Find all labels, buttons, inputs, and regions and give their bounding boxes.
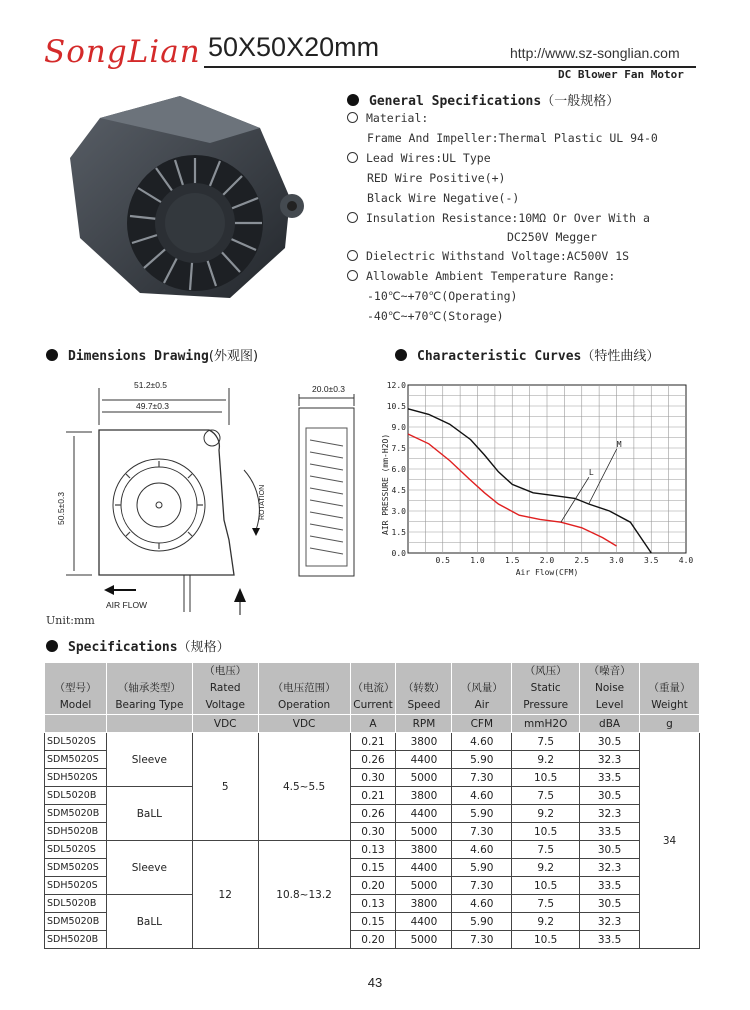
cell-current: 0.30 bbox=[350, 823, 396, 841]
col-header-noise: （噪音） Noise Level bbox=[580, 663, 640, 715]
bullet-icon bbox=[347, 94, 359, 106]
cell-noise: 30.5 bbox=[580, 733, 640, 751]
cell-speed: 4400 bbox=[396, 805, 452, 823]
spec-detail: -40℃~+70℃(Storage) bbox=[367, 309, 504, 323]
table-row bbox=[45, 787, 700, 805]
cell-model: SDH5020S bbox=[45, 769, 107, 787]
ring-bullet-icon bbox=[347, 250, 358, 261]
general-specs-heading: General Specifications（一般规格） bbox=[347, 90, 619, 109]
dim-height: 50.5±0.3 bbox=[56, 491, 66, 525]
chart-y-tick-label: 4.5 bbox=[391, 486, 406, 495]
spec-detail: Black Wire Negative(-) bbox=[367, 191, 520, 205]
cell-speed: 3800 bbox=[396, 895, 452, 913]
cell-pressure: 7.5 bbox=[512, 733, 580, 751]
cell-model: SDM5020S bbox=[45, 859, 107, 877]
chart-y-tick-label: 10.5 bbox=[386, 402, 406, 411]
col-header-current: （电流） Current bbox=[350, 663, 396, 715]
unit-current: A bbox=[350, 715, 396, 733]
page-number: 43 bbox=[367, 975, 383, 990]
cell-pressure: 10.5 bbox=[512, 877, 580, 895]
cell-model: SDL5020S bbox=[45, 733, 107, 751]
cell-bearing: BaLL bbox=[106, 895, 192, 949]
spec-item: Dielectric Withstand Voltage:AC500V 1S bbox=[347, 246, 658, 266]
brand-logo: SongLian bbox=[44, 34, 201, 70]
cell-model: SDL5020B bbox=[45, 895, 107, 913]
chart-y-tick-label: 6.0 bbox=[391, 465, 406, 474]
cell-pressure: 10.5 bbox=[512, 769, 580, 787]
rotation-label: ROTATION bbox=[259, 484, 266, 520]
dim-width-outer: 51.2±0.5 bbox=[134, 380, 168, 390]
cell-noise: 33.5 bbox=[580, 823, 640, 841]
cell-current: 0.20 bbox=[350, 877, 396, 895]
cell-pressure: 10.5 bbox=[512, 931, 580, 949]
cell-speed: 4400 bbox=[396, 859, 452, 877]
cell-model: SDL5020S bbox=[45, 841, 107, 859]
cell-model: SDH5020B bbox=[45, 931, 107, 949]
spec-item: Insulation Resistance:10MΩ Or Over With a bbox=[347, 208, 658, 228]
ring-bullet-icon bbox=[347, 112, 358, 123]
table-header-row bbox=[45, 663, 700, 715]
unit-operation: VDC bbox=[258, 715, 350, 733]
cell-pressure: 9.2 bbox=[512, 913, 580, 931]
cell-current: 0.26 bbox=[350, 751, 396, 769]
cell-voltage: 5 bbox=[192, 733, 258, 841]
cell-noise: 30.5 bbox=[580, 787, 640, 805]
cell-pressure: 7.5 bbox=[512, 841, 580, 859]
cell-pressure: 7.5 bbox=[512, 895, 580, 913]
cell-bearing: Sleeve bbox=[106, 733, 192, 787]
spec-detail: -10℃~+70℃(Operating) bbox=[367, 289, 518, 303]
col-header-operation: （电压范围） Operation bbox=[258, 663, 350, 715]
chart-y-tick-label: 1.5 bbox=[391, 528, 406, 537]
cell-air: 5.90 bbox=[452, 751, 512, 769]
cell-speed: 5000 bbox=[396, 877, 452, 895]
airflow-label: AIR FLOW bbox=[106, 600, 148, 610]
cell-air: 4.60 bbox=[452, 733, 512, 751]
general-specs-list bbox=[347, 108, 658, 326]
col-header-bearing: （轴承类型） Bearing Type bbox=[106, 663, 192, 715]
chart-x-tick-label: 1.5 bbox=[505, 556, 520, 565]
table-unit-row bbox=[45, 715, 700, 733]
characteristic-curve-chart bbox=[380, 375, 700, 590]
spec-item: Lead Wires:UL Type bbox=[347, 148, 658, 168]
col-header-speed: （转数） Speed bbox=[396, 663, 452, 715]
spec-detail: RED Wire Positive(+) bbox=[367, 171, 506, 185]
chart-x-tick-label: 4.0 bbox=[678, 556, 694, 565]
cell-pressure: 9.2 bbox=[512, 805, 580, 823]
table-row bbox=[45, 841, 700, 859]
cell-speed: 4400 bbox=[396, 751, 452, 769]
cell-noise: 33.5 bbox=[580, 769, 640, 787]
bullet-icon bbox=[46, 349, 58, 361]
unit-model bbox=[45, 715, 107, 733]
fan-photo bbox=[60, 88, 310, 310]
cell-model: SDH5020S bbox=[45, 877, 107, 895]
ring-bullet-icon bbox=[347, 152, 358, 163]
dim-depth: 20.0±0.3 bbox=[312, 384, 346, 394]
cell-current: 0.21 bbox=[350, 787, 396, 805]
cell-air: 7.30 bbox=[452, 877, 512, 895]
unit-air: CFM bbox=[452, 715, 512, 733]
cell-bearing: BaLL bbox=[106, 787, 192, 841]
chart-x-tick-label: 2.0 bbox=[539, 556, 555, 565]
cell-air: 4.60 bbox=[452, 787, 512, 805]
cell-noise: 30.5 bbox=[580, 895, 640, 913]
unit-voltage: VDC bbox=[192, 715, 258, 733]
cell-noise: 32.3 bbox=[580, 859, 640, 877]
series-label-l: L bbox=[588, 468, 594, 478]
chart-x-tick-label: 1.0 bbox=[470, 556, 485, 565]
cell-speed: 5000 bbox=[396, 769, 452, 787]
col-header-air: （风量） Air bbox=[452, 663, 512, 715]
cell-current: 0.20 bbox=[350, 931, 396, 949]
cell-noise: 33.5 bbox=[580, 877, 640, 895]
cell-speed: 4400 bbox=[396, 913, 452, 931]
unit-weight: g bbox=[640, 715, 700, 733]
bullet-icon bbox=[46, 640, 58, 652]
cell-air: 7.30 bbox=[452, 823, 512, 841]
cell-current: 0.13 bbox=[350, 895, 396, 913]
cell-speed: 3800 bbox=[396, 787, 452, 805]
specifications-heading: Specifications（规格） bbox=[46, 636, 230, 655]
bullet-icon bbox=[395, 349, 407, 361]
chart-y-tick-label: 9.0 bbox=[391, 423, 406, 432]
chart-x-tick-label: 3.5 bbox=[644, 556, 659, 565]
unit-speed: RPM bbox=[396, 715, 452, 733]
cell-voltage: 12 bbox=[192, 841, 258, 949]
dimensions-drawing bbox=[44, 370, 374, 615]
cell-noise: 32.3 bbox=[580, 751, 640, 769]
ring-bullet-icon bbox=[347, 270, 358, 281]
cell-current: 0.30 bbox=[350, 769, 396, 787]
table-row bbox=[45, 895, 700, 913]
cell-noise: 32.3 bbox=[580, 805, 640, 823]
chart-x-tick-label: 2.5 bbox=[574, 556, 589, 565]
page-title: 50X50X20mm bbox=[208, 32, 380, 62]
cell-noise: 33.5 bbox=[580, 931, 640, 949]
spec-detail: DC250V Megger bbox=[507, 230, 598, 244]
cell-noise: 30.5 bbox=[580, 841, 640, 859]
unit-bearing bbox=[106, 715, 192, 733]
chart-x-tick-label: 0.5 bbox=[435, 556, 450, 565]
chart-y-tick-label: 0.0 bbox=[391, 549, 406, 558]
cell-current: 0.15 bbox=[350, 859, 396, 877]
col-header-weight: （重量） Weight bbox=[640, 663, 700, 715]
chart-x-tick-label: 3.0 bbox=[609, 556, 624, 565]
cell-air: 4.60 bbox=[452, 841, 512, 859]
cell-current: 0.26 bbox=[350, 805, 396, 823]
spec-item: Allowable Ambient Temperature Range: bbox=[347, 266, 658, 286]
ring-bullet-icon bbox=[347, 212, 358, 223]
table-row bbox=[45, 733, 700, 751]
cell-pressure: 9.2 bbox=[512, 751, 580, 769]
specifications-table bbox=[44, 662, 700, 949]
cell-speed: 3800 bbox=[396, 841, 452, 859]
product-subtitle: DC Blower Fan Motor bbox=[558, 68, 684, 81]
cell-air: 5.90 bbox=[452, 859, 512, 877]
cell-model: SDM5020S bbox=[45, 751, 107, 769]
cell-air: 5.90 bbox=[452, 805, 512, 823]
cell-current: 0.13 bbox=[350, 841, 396, 859]
cell-model: SDH5020B bbox=[45, 823, 107, 841]
cell-air: 7.30 bbox=[452, 931, 512, 949]
unit-noise: dBA bbox=[580, 715, 640, 733]
spec-item: Material: bbox=[347, 108, 658, 128]
cell-current: 0.21 bbox=[350, 733, 396, 751]
chart-y-axis-label: AIR PRESSURE (mm-H2O) bbox=[381, 433, 390, 535]
unit-label: Unit:mm bbox=[46, 614, 95, 627]
cell-bearing: Sleeve bbox=[106, 841, 192, 895]
cell-pressure: 9.2 bbox=[512, 859, 580, 877]
cell-speed: 5000 bbox=[396, 823, 452, 841]
cell-operation: 10.8~13.2 bbox=[258, 841, 350, 949]
cell-model: SDM5020B bbox=[45, 805, 107, 823]
cell-model: SDL5020B bbox=[45, 787, 107, 805]
unit-pressure: mmH2O bbox=[512, 715, 580, 733]
website-url[interactable]: http://www.sz-songlian.com bbox=[510, 45, 680, 61]
col-header-voltage: （电压） Rated Voltage bbox=[192, 663, 258, 715]
cell-noise: 32.3 bbox=[580, 913, 640, 931]
series-label-m: M bbox=[616, 440, 622, 449]
chart-y-tick-label: 12.0 bbox=[386, 381, 406, 390]
chart-x-axis-label: Air Flow(CFM) bbox=[515, 568, 579, 577]
cell-model: SDM5020B bbox=[45, 913, 107, 931]
chart-y-tick-label: 3.0 bbox=[391, 507, 406, 516]
dimensions-heading: Dimensions Drawing(外观图) bbox=[46, 345, 258, 364]
cell-current: 0.15 bbox=[350, 913, 396, 931]
col-header-pressure: （风压） Static Pressure bbox=[512, 663, 580, 715]
cell-speed: 5000 bbox=[396, 931, 452, 949]
cell-air: 5.90 bbox=[452, 913, 512, 931]
cell-air: 7.30 bbox=[452, 769, 512, 787]
cell-pressure: 10.5 bbox=[512, 823, 580, 841]
spec-detail: Frame And Impeller:Thermal Plastic UL 94-0 bbox=[367, 131, 658, 145]
cell-pressure: 7.5 bbox=[512, 787, 580, 805]
series-leader-line bbox=[561, 477, 589, 522]
curves-heading: Characteristic Curves（特性曲线） bbox=[395, 345, 659, 364]
cell-speed: 3800 bbox=[396, 733, 452, 751]
cell-operation: 4.5~5.5 bbox=[258, 733, 350, 841]
dim-width-inner: 49.7±0.3 bbox=[136, 401, 170, 411]
cell-air: 4.60 bbox=[452, 895, 512, 913]
col-header-model: （型号） Model bbox=[45, 663, 107, 715]
cell-weight: 34 bbox=[640, 733, 700, 949]
chart-y-tick-label: 7.5 bbox=[391, 444, 406, 453]
